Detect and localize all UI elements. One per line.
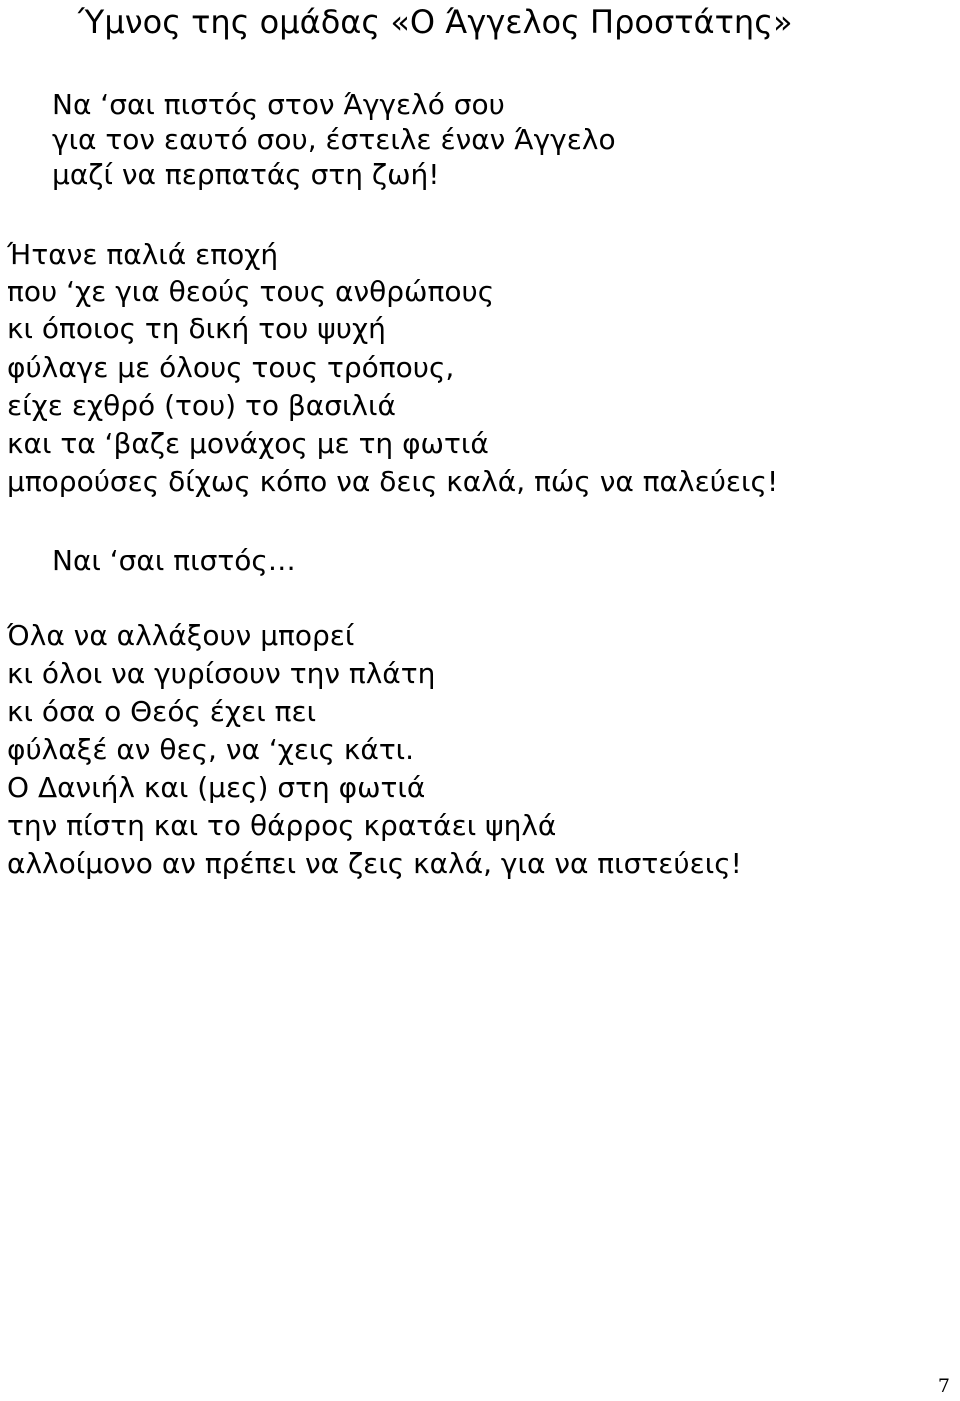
stanza-4-line-2: κι όλοι να γυρίσουν την πλάτη (7, 657, 436, 690)
stanza-2-line-5: είχε εχθρό (του) το βασιλιά (7, 389, 396, 422)
stanza-1-line-3: μαζί να περπατάς στη ζωή! (52, 158, 440, 191)
stanza-1-line-2: για τον εαυτό σου, έστειλε έναν Άγγελο (52, 123, 616, 156)
stanza-4-line-7: αλλοίμονο αν πρέπει να ζεις καλά, για να πιστεύεις! (7, 847, 742, 880)
stanza-1-line-1: Να ‘σαι πιστός στον Άγγελό σου (52, 88, 505, 121)
stanza-2-line-3: κι όποιος τη δική του ψυχή (7, 312, 386, 345)
stanza-4-line-3: κι όσα ο Θεός έχει πει (7, 695, 317, 728)
stanza-2-line-7: μπορούσες δίχως κόπο να δεις καλά, πώς να παλεύεις! (7, 465, 779, 498)
stanza-2-line-4: φύλαγε με όλους τους τρόπους, (7, 351, 455, 384)
stanza-3-line-1: Ναι ‘σαι πιστός… (52, 544, 296, 577)
stanza-4-line-4: φύλαξέ αν θες, να ‘χεις κάτι. (7, 733, 415, 766)
stanza-4-line-1: Όλα να αλλάξουν μπορεί (7, 619, 355, 652)
stanza-2-line-1: Ήτανε παλιά εποχή (7, 238, 279, 271)
page-number: 7 (937, 1375, 950, 1397)
stanza-4-line-6: την πίστη και το θάρρος κρατάει ψηλά (7, 809, 557, 842)
stanza-2-line-6: και τα ‘βαζε μονάχος με τη φωτιά (7, 427, 489, 460)
page-title: Ύμνος της ομάδας «Ο Άγγελος Προστάτης» (78, 3, 793, 41)
stanza-2-line-2: που ‘χε για θεούς τους ανθρώπους (7, 275, 495, 308)
stanza-4-line-5: Ο Δανιήλ και (μες) στη φωτιά (7, 771, 426, 804)
